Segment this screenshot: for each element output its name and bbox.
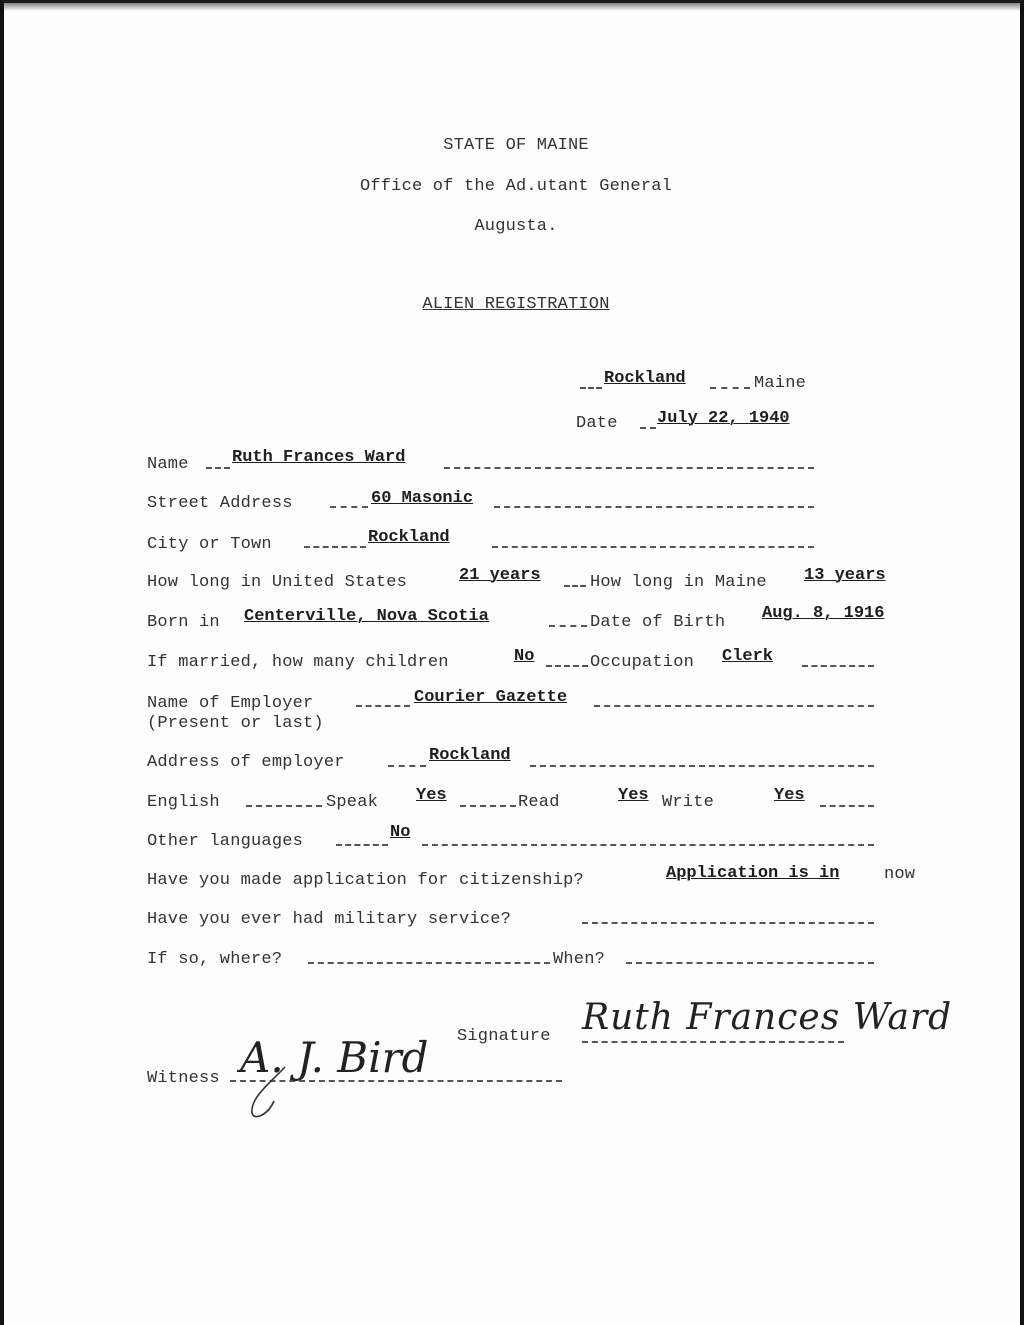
- employer-line: [594, 705, 874, 707]
- us-years-value: 21 years: [459, 566, 541, 585]
- date-lead-line: [640, 427, 656, 429]
- city-line: [492, 546, 814, 548]
- write-line: [820, 805, 874, 807]
- write-value: Yes: [774, 786, 805, 805]
- witness-flourish-icon: [240, 1063, 310, 1123]
- speak-label: Speak: [326, 793, 379, 812]
- other-languages-line: [422, 844, 874, 846]
- us-years-line: [564, 585, 586, 587]
- name-label: Name: [147, 455, 189, 474]
- read-value: Yes: [618, 786, 649, 805]
- where-line: [308, 962, 550, 964]
- children-line: [546, 665, 588, 667]
- dob-label: Date of Birth: [590, 613, 726, 632]
- employer-label: Name of Employer: [147, 694, 314, 713]
- when-label: When?: [553, 950, 606, 969]
- other-languages-lead-line: [336, 844, 388, 846]
- employer-lead-line: [356, 705, 410, 707]
- children-label: If married, how many children: [147, 653, 449, 672]
- other-languages-label: Other languages: [147, 832, 304, 851]
- employer-address-value: Rockland: [429, 746, 511, 765]
- citizenship-label: Have you made application for citizenship?: [147, 871, 584, 890]
- city-value: Rockland: [368, 528, 450, 547]
- speak-line: [460, 805, 516, 807]
- date-value: July 22, 1940: [657, 409, 790, 428]
- street-value: 60 Masonic: [371, 489, 474, 508]
- us-years-label: How long in United States: [147, 573, 408, 592]
- place-suffix: Maine: [754, 374, 807, 393]
- name-lead-line: [206, 467, 230, 469]
- employer-value: Courier Gazette: [414, 688, 568, 707]
- name-value: Ruth Frances Ward: [232, 448, 406, 467]
- signature-label: Signature: [457, 1027, 551, 1046]
- city-label: City or Town: [147, 535, 272, 554]
- place-lead-line: [580, 387, 602, 389]
- street-lead-line: [330, 506, 368, 508]
- street-label: Street Address: [147, 494, 293, 513]
- street-line: [494, 506, 814, 508]
- state-heading: STATE OF MAINE: [443, 136, 589, 155]
- name-line: [444, 467, 814, 469]
- where-label: If so, where?: [147, 950, 283, 969]
- born-line: [549, 625, 587, 627]
- dob-value: Aug. 8, 1916: [762, 604, 885, 623]
- other-languages-value: No: [390, 823, 411, 842]
- form-title: ALIEN REGISTRATION: [422, 295, 610, 314]
- witness-handwriting: A. J. Bird: [240, 1033, 429, 1082]
- children-value: No: [514, 647, 535, 666]
- born-label: Born in: [147, 613, 220, 632]
- read-label: Read: [518, 793, 560, 812]
- signature-line: [582, 1041, 844, 1043]
- city-heading: Augusta.: [474, 217, 558, 236]
- maine-years-label: How long in Maine: [590, 573, 767, 592]
- date-label: Date: [576, 414, 618, 433]
- maine-years-value: 13 years: [804, 566, 886, 585]
- military-label: Have you ever had military service?: [147, 910, 512, 929]
- city-lead-line: [304, 546, 366, 548]
- employer-address-label: Address of employer: [147, 753, 345, 772]
- signature-handwriting: Ruth Frances Ward: [582, 997, 953, 1038]
- citizenship-suffix: now: [884, 865, 916, 884]
- military-line: [582, 922, 874, 924]
- speak-value: Yes: [416, 786, 447, 805]
- when-line: [626, 962, 874, 964]
- occupation-value: Clerk: [722, 647, 774, 666]
- born-value: Centerville, Nova Scotia: [244, 607, 489, 626]
- employer-sublabel: (Present or last): [147, 714, 324, 733]
- occupation-line: [802, 665, 874, 667]
- office-heading: Office of the Ad.utant General: [359, 177, 673, 196]
- scan-edge: [4, 3, 1020, 11]
- place-trail-line: [710, 387, 750, 389]
- citizenship-value: Application is in: [666, 864, 840, 883]
- employer-address-lead-line: [388, 765, 426, 767]
- occupation-label: Occupation: [590, 653, 695, 672]
- english-line: [246, 805, 322, 807]
- english-label: English: [147, 793, 220, 812]
- employer-address-line: [530, 765, 874, 767]
- place-value: Rockland: [604, 369, 686, 388]
- write-label: Write: [662, 793, 715, 812]
- witness-label: Witness: [147, 1069, 220, 1088]
